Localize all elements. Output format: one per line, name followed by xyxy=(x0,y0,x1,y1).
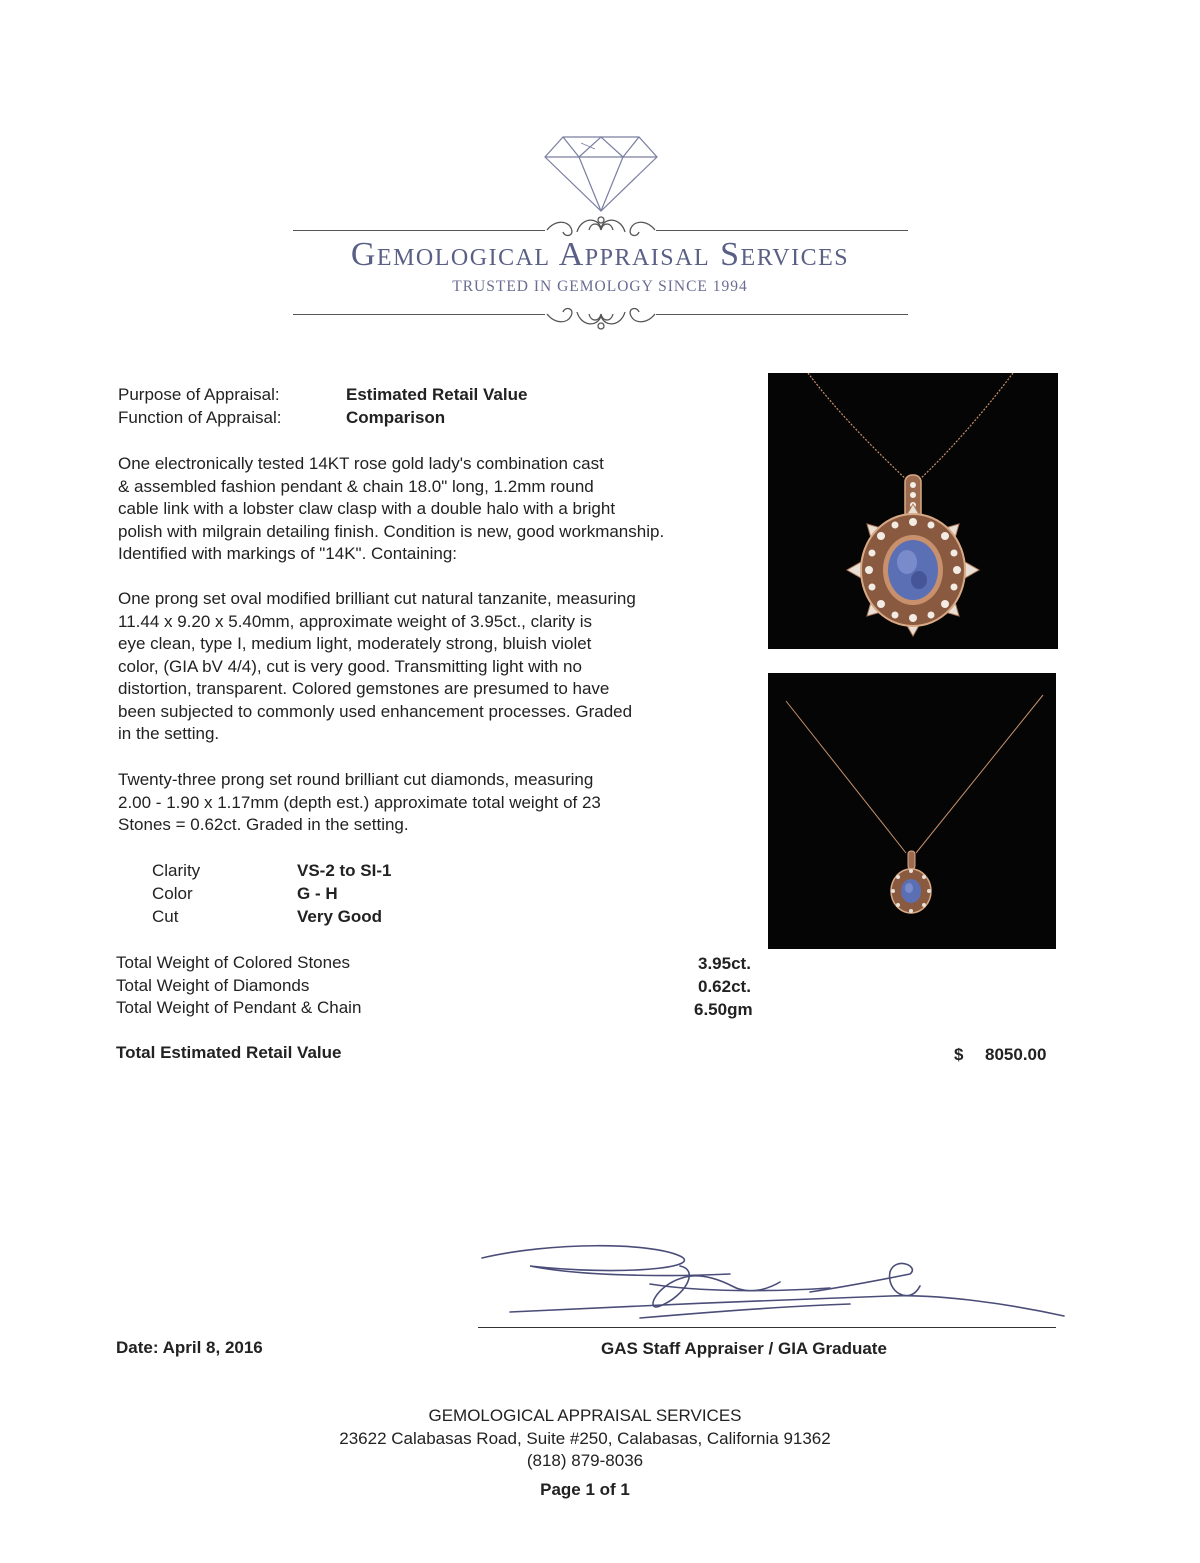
purpose-label: Purpose of Appraisal: xyxy=(118,385,280,404)
total-label-pendant-chain: Total Weight of Pendant & Chain xyxy=(116,998,362,1017)
header-rule-bottom-right xyxy=(656,314,908,315)
grade-label-color: Color xyxy=(152,884,193,903)
tanzanite-line: color, (GIA bV 4/4), cut is very good. Transmitting light with no xyxy=(118,656,582,676)
appraisal-date: Date: April 8, 2016 xyxy=(116,1338,263,1357)
diamond-line: 2.00 - 1.90 x 1.17mm (depth est.) approximate total weight of 23 xyxy=(118,792,601,812)
item-description xyxy=(118,453,758,566)
retail-value-amount: 8050.00 xyxy=(985,1045,1047,1064)
description-line: Identified with markings of "14K". Containing: xyxy=(118,544,458,563)
appraiser-title: GAS Staff Appraiser / GIA Graduate xyxy=(601,1339,887,1358)
retail-value-currency: $ xyxy=(954,1045,964,1064)
tanzanite-line: in the setting. xyxy=(118,724,220,743)
tanzanite-line: distortion, transparent. Colored gemstones are presumed to have xyxy=(118,679,610,698)
diamond-line: Twenty-three prong set round brilliant cut diamonds, measuring xyxy=(118,770,594,789)
grade-label-clarity: Clarity xyxy=(152,861,201,880)
grade-value-cut: Very Good xyxy=(297,907,383,926)
ornament-scroll-icon xyxy=(545,302,657,332)
grade-value-clarity: VS-2 to SI-1 xyxy=(297,861,392,880)
signature-line xyxy=(478,1327,1056,1328)
tanzanite-line: One prong set oval modified brilliant cut natural tanzanite, measuring xyxy=(118,589,636,608)
brand-name: Gemological Appraisal Services xyxy=(350,236,850,273)
pendant-full-image xyxy=(768,673,1056,949)
pendant-full-photo xyxy=(768,673,1056,949)
brand-tagline: TRUSTED IN GEMOLOGY SINCE 1994 xyxy=(452,278,748,295)
total-label-diamonds: Total Weight of Diamonds xyxy=(116,976,310,995)
function-value: Comparison xyxy=(346,408,446,427)
grade-value-color: G - H xyxy=(297,884,338,903)
total-label-colored-stones: Total Weight of Colored Stones xyxy=(116,953,351,972)
tanzanite-description xyxy=(118,588,758,746)
retail-value-label: Total Estimated Retail Value xyxy=(116,1043,342,1062)
description-line: & assembled fashion pendant & chain 18.0" long, 1.2mm round xyxy=(118,476,594,496)
tanzanite-line: 11.44 x 9.20 x 5.40mm, approximate weight of 3.95ct., clarity is xyxy=(118,611,593,631)
description-line: cable link with a lobster claw clasp with a double halo with a bright xyxy=(118,499,616,518)
tanzanite-line: been subjected to commonly used enhancement processes. Graded xyxy=(118,701,633,721)
pendant-closeup-photo xyxy=(768,373,1058,649)
diamond-logo-icon xyxy=(543,135,659,213)
diamond-line: Stones = 0.62ct. Graded in the setting. xyxy=(118,815,409,834)
footer-phone: (818) 879-8036 xyxy=(526,1451,644,1470)
header-rule-top-right xyxy=(656,230,908,231)
tanzanite-line: eye clean, type I, medium light, moderately strong, bluish violet xyxy=(118,634,592,653)
page-number: Page 1 of 1 xyxy=(540,1480,630,1499)
header-rule-bottom-left xyxy=(293,314,545,315)
grade-label-cut: Cut xyxy=(152,907,179,926)
description-line: One electronically tested 14KT rose gold lady's combination cast xyxy=(118,454,604,473)
footer-address: 23622 Calabasas Road, Suite #250, Calabasas, California 91362 xyxy=(339,1429,831,1448)
signature-image xyxy=(470,1236,1070,1336)
total-value-pendant-chain: 6.50gm xyxy=(694,1000,753,1019)
footer-company: GEMOLOGICAL APPRAISAL SERVICES xyxy=(428,1406,742,1425)
purpose-value: Estimated Retail Value xyxy=(346,385,528,404)
total-value-colored-stones: 3.95ct. xyxy=(698,954,751,973)
header-rule-top-left xyxy=(293,230,545,231)
diamond-description xyxy=(118,769,758,837)
description-line: polish with milgrain detailing finish. Condition is new, good workmanship. xyxy=(118,521,665,541)
pendant-closeup-image xyxy=(768,373,1058,649)
function-label: Function of Appraisal: xyxy=(118,408,282,427)
total-value-diamonds: 0.62ct. xyxy=(698,977,751,996)
